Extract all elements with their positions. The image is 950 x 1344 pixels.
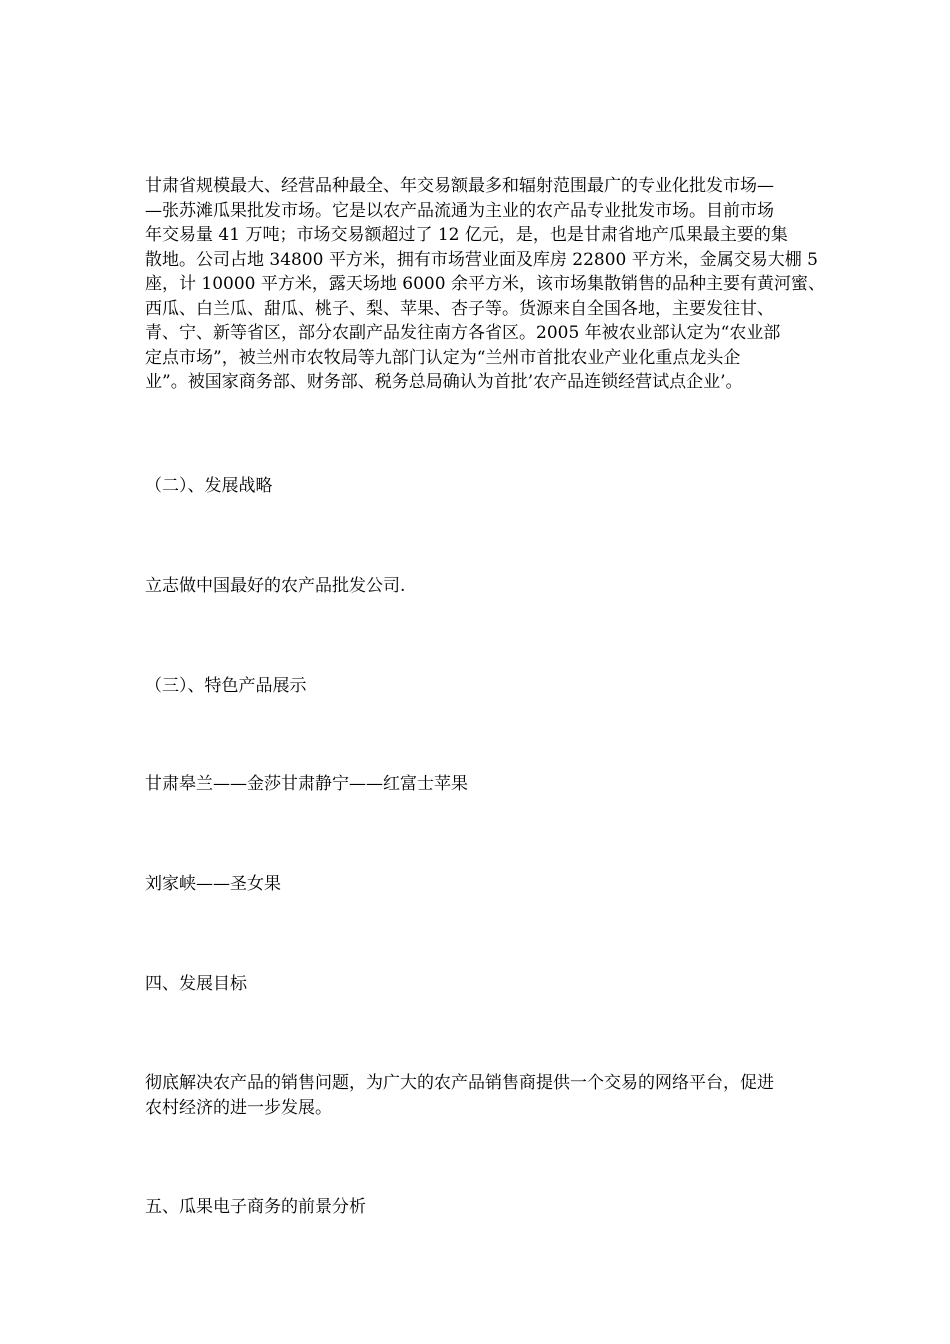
intro-line: 甘肃省规模最大、经营品种最全、年交易额最多和辐射范围最广的专业化批发市场— xyxy=(145,176,774,196)
prospect-heading: 五、瓜果电子商务的前景分析 xyxy=(145,1197,366,1217)
intro-line: 定点市场”，被兰州市农牧局等九部门认定为“兰州市首批农业产业化重点龙头企 xyxy=(145,347,741,368)
strategy-heading: （二）、发展战略 xyxy=(145,476,273,496)
products-heading: （三）、特色产品展示 xyxy=(145,676,307,696)
intro-line: 年交易量 41 万吨；市场交易额超过了 12 亿元，是，也是甘肃省地产瓜果最主要的集 xyxy=(145,225,788,245)
goals-line: 彻底解决农产品的销售问题，为广大的农产品销售商提供一个交易的网络平台，促进 xyxy=(145,1073,774,1093)
goals-heading: 四、发展目标 xyxy=(145,974,247,994)
intro-line: 青、宁、新等省区，部分农副产品发往南方各省区。2005 年被农业部认定为“农业部 xyxy=(145,323,781,343)
intro-line: —张苏滩瓜果批发市场。它是以农产品流通为主业的农产品专业批发市场。目前市场 xyxy=(145,200,774,221)
intro-paragraph xyxy=(145,174,825,395)
intro-line: 散地。公司占地 34800 平方米，拥有市场营业面及库房 22800 平方米，金属交易大棚 5 xyxy=(145,249,818,270)
intro-line: 西瓜、白兰瓜、甜瓜、桃子、梨、苹果、杏子等。货源来自全国各地，主要发往甘、 xyxy=(145,298,774,319)
goals-paragraph xyxy=(145,1071,810,1120)
goals-line: 农村经济的进一步发展。 xyxy=(145,1097,332,1118)
intro-line: 业”。被国家商务部、财务部、税务总局确认为首批’农产品连锁经营试点企业’。 xyxy=(145,372,743,392)
products-line: 刘家峡——圣女果 xyxy=(145,874,281,894)
strategy-text: 立志做中国最好的农产品批发公司. xyxy=(145,576,406,596)
products-line: 甘肃皋兰——金莎甘肃静宁——红富士苹果 xyxy=(145,774,468,794)
intro-line: 座，计 10000 平方米，露天场地 6000 余平方米，该市场集散销售的品种主要有黄河蜜、 xyxy=(145,274,825,294)
